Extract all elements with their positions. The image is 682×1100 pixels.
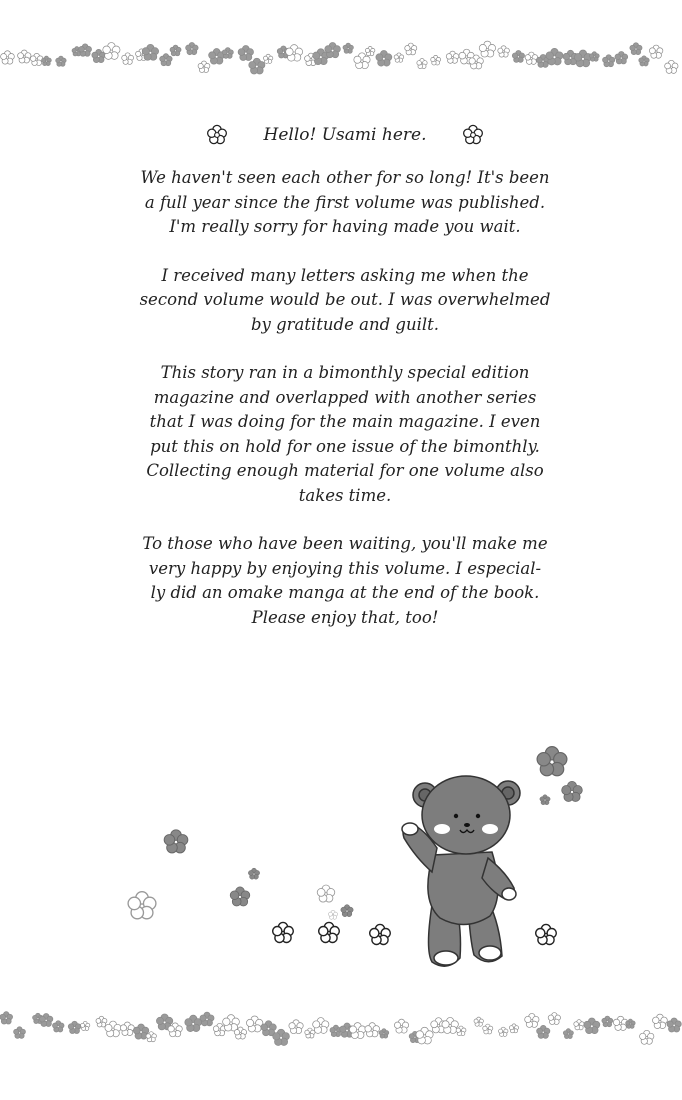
flower-icon [164, 747, 582, 917]
text-line: a full year since the first volume was published. [144, 192, 546, 212]
paragraph [100, 166, 590, 240]
text-line: I received many letters asking me when the [161, 265, 529, 285]
greeting-row [100, 118, 590, 152]
text-line: This story ran in a bimonthly special edition [160, 363, 530, 382]
flower-icon [273, 922, 557, 944]
text-line: that I was doing for the main magazine. I even [149, 412, 541, 431]
border-pattern [1, 41, 678, 74]
text-line: magazine and overlapped with another series [153, 387, 537, 407]
text-line: I'm really sorry for having made you wait. [169, 217, 521, 236]
letter [100, 118, 590, 654]
text-line: takes time. [298, 485, 392, 505]
teddy-bear-illustration [100, 730, 600, 990]
greeting-text: Hello! Usami here. [263, 124, 427, 145]
text-line: second volume would be out. I was overwhelmed [139, 290, 551, 309]
floral-border-bottom [0, 1008, 682, 1048]
text-line: very happy by enjoying this volume. I especial- [148, 558, 542, 578]
text-line: put this on hold for one issue of the bimonthly. [150, 436, 540, 456]
text-line: Collecting enough material for one volume also [146, 461, 544, 480]
text-line: ly did an omake manga at the end of the book. [150, 583, 540, 602]
paragraph [100, 264, 590, 338]
text-line: To those who have been waiting, you'll make me [142, 534, 548, 553]
paragraph [100, 361, 590, 508]
bear [402, 776, 520, 966]
flower-icon [462, 124, 484, 146]
text-line: by gratitude and guilt. [250, 314, 440, 334]
floral-border-top [0, 38, 682, 78]
border-pattern [0, 1012, 681, 1046]
text-line: Please enjoy that, too! [251, 607, 439, 627]
paragraph [100, 532, 590, 630]
flower-icon [206, 124, 228, 146]
text-line: We haven't seen each other for so long! It's been [140, 168, 550, 187]
